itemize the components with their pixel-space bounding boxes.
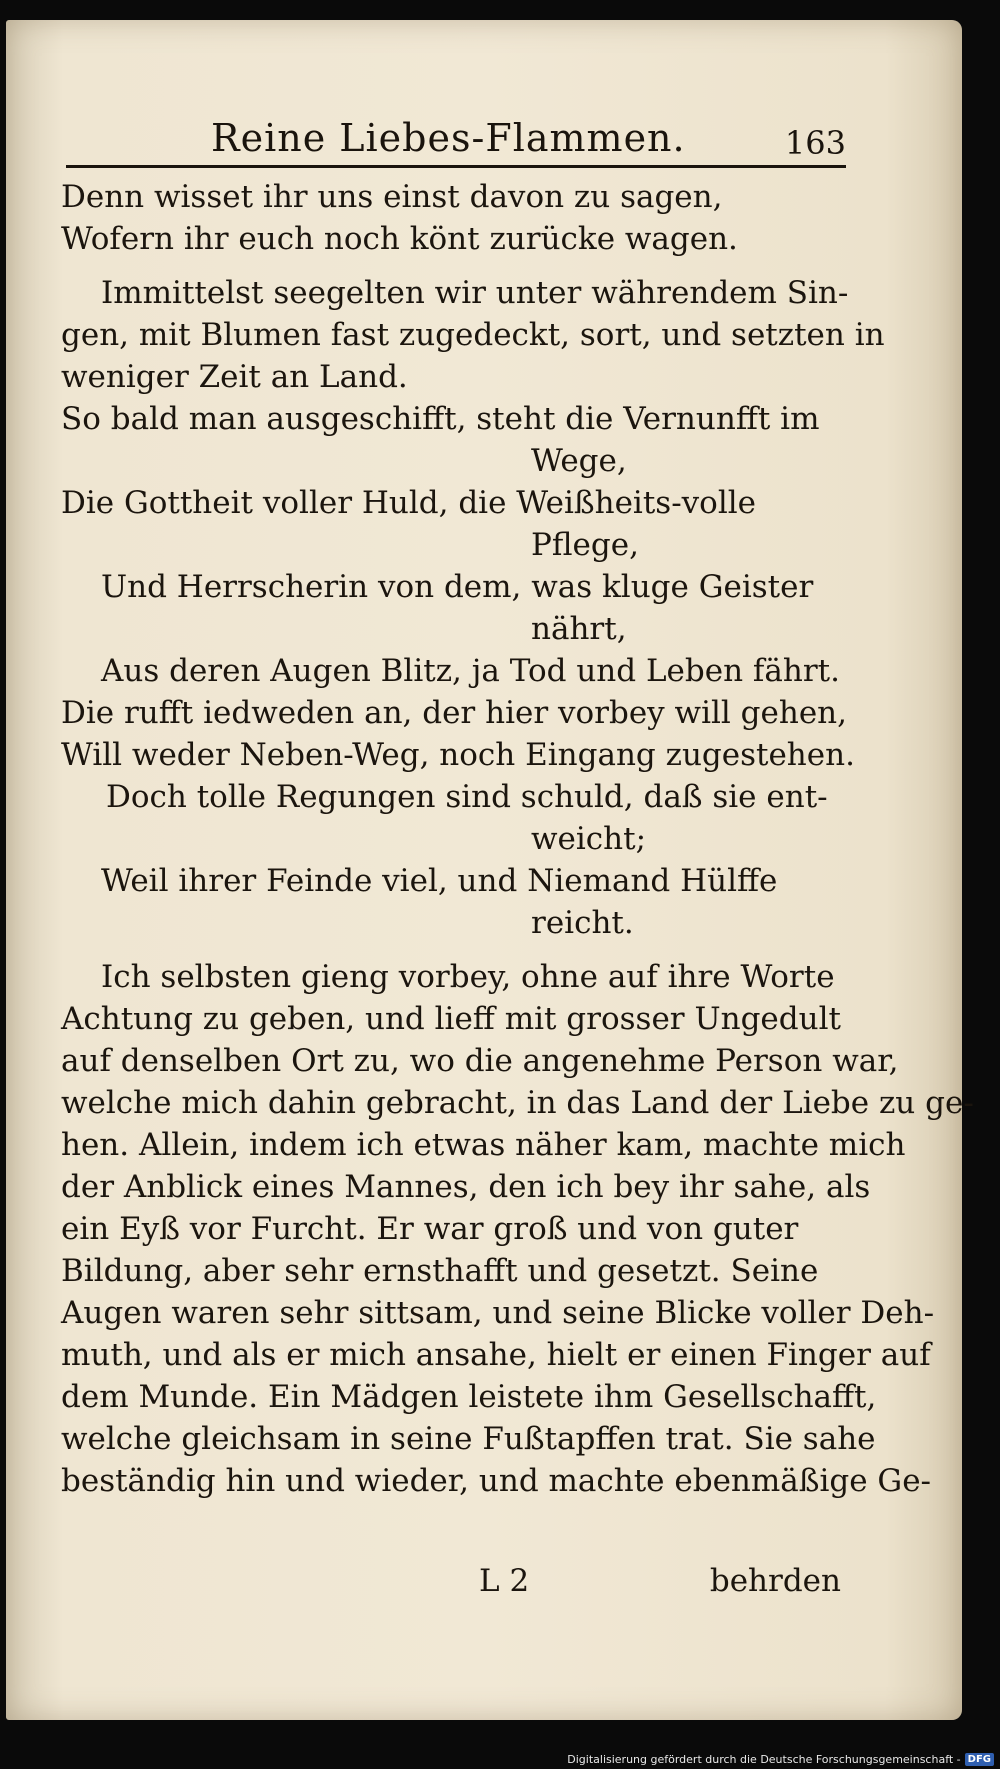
signature-mark: L 2 — [479, 1563, 530, 1599]
text-line: hen. Allein, indem ich etwas näher kam, machte mich — [61, 1127, 906, 1163]
text-line: Pflege, — [531, 527, 639, 563]
running-title: Reine Liebes-Flammen. — [211, 116, 686, 160]
text-line: reicht. — [531, 905, 634, 941]
dfg-logo-icon: DFG — [965, 1753, 994, 1766]
text-line: gen, mit Blumen fast zugedeckt, sort, und setzten in — [61, 317, 885, 353]
book-page — [6, 20, 974, 1720]
text-line: weicht; — [531, 821, 647, 857]
text-line: Augen waren sehr sittsam, und seine Blicke voller Deh- — [61, 1295, 935, 1331]
text-line: Weil ihrer Feinde viel, und Niemand Hülffe — [101, 863, 778, 899]
body-text — [61, 176, 974, 1502]
text-line: welche mich dahin gebracht, in das Land der Liebe zu ge- — [61, 1085, 974, 1121]
text-line: Wege, — [531, 443, 627, 479]
signature-line — [61, 1560, 851, 1602]
text-line: Aus deren Augen Blitz, ja Tod und Leben fährt. — [101, 653, 840, 689]
text-line: Und Herrscherin von dem, was kluge Geister — [101, 569, 814, 605]
page-number: 163 — [784, 124, 846, 162]
text-line: welche gleichsam in seine Fußtapffen trat. Sie sahe — [61, 1421, 876, 1457]
text-line: Doch tolle Regungen sind schuld, daß sie ent- — [106, 779, 828, 815]
paragraph-gap — [61, 260, 851, 272]
text-line: weniger Zeit an Land. — [61, 359, 408, 395]
text-line: So bald man ausgeschifft, steht die Vernunfft im — [61, 401, 820, 437]
text-line: Ich selbsten gieng vorbey, ohne auf ihre Worte — [101, 959, 835, 995]
page-header — [66, 98, 846, 168]
text-line: der Anblick eines Mannes, den ich bey ihr sahe, als — [61, 1169, 871, 1205]
header-rule — [66, 165, 846, 168]
text-line: Achtung zu geben, und lieff mit grosser Ungedult — [61, 1001, 841, 1037]
text-line: dem Munde. Ein Mädgen leistete ihm Gesellschafft, — [61, 1379, 877, 1415]
text-line: Die Gottheit voller Huld, die Weißheits-volle — [61, 485, 757, 521]
text-line: nährt, — [531, 611, 627, 647]
text-line: Die rufft iedweden an, der hier vorbey will gehen, — [61, 695, 848, 731]
text-line: Denn wisset ihr uns einst davon zu sagen, — [61, 179, 723, 215]
digitization-footer — [567, 1753, 994, 1766]
text-line: Will weder Neben-Weg, noch Eingang zugestehen. — [61, 737, 855, 773]
text-line: beständig hin und wieder, und machte ebenmäßige Ge- — [61, 1463, 932, 1499]
funding-credit: Digitalisierung gefördert durch die Deutsche Forschungsgemeinschaft - — [567, 1753, 961, 1766]
text-line: Bildung, aber sehr ernsthafft und gesetzt. Seine — [61, 1253, 819, 1289]
text-line: Wofern ihr euch noch könt zurücke wagen. — [61, 221, 738, 257]
catchword: behrden — [709, 1563, 841, 1599]
text-line: auf denselben Ort zu, wo die angenehme Person war, — [61, 1043, 899, 1079]
text-line: muth, und als er mich ansahe, hielt er einen Finger auf — [61, 1337, 931, 1373]
paragraph-gap — [61, 944, 851, 956]
text-line: ein Eyß vor Furcht. Er war groß und von guter — [61, 1211, 799, 1247]
text-line: Immittelst seegelten wir unter währendem Sin- — [101, 275, 849, 311]
